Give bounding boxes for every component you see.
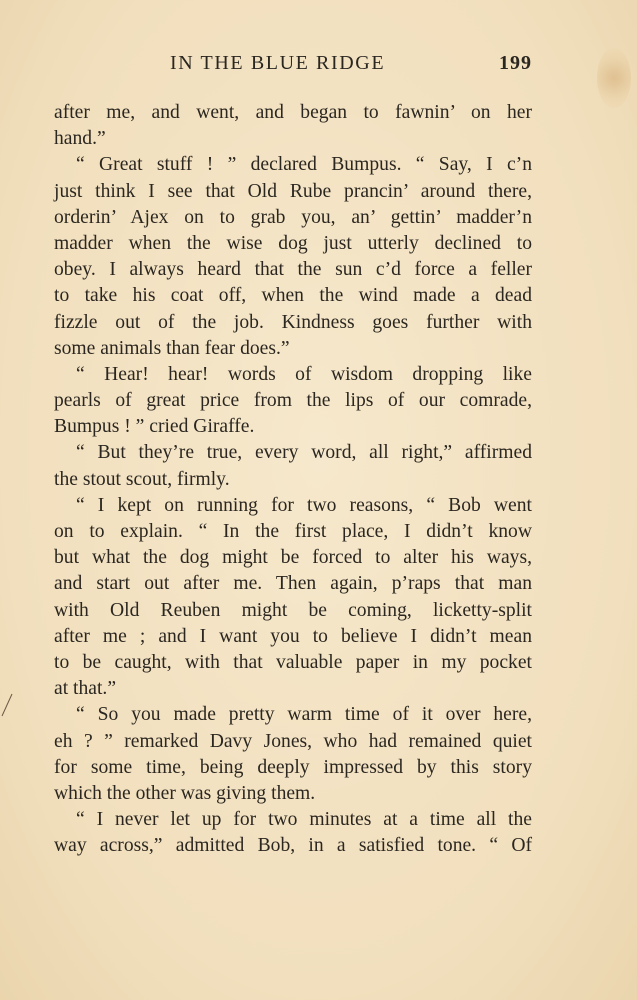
text-line: just think I see that Old Rube prancin’ around there, bbox=[54, 180, 532, 202]
text-line: “ I never let up for two minutes at a time all the bbox=[76, 809, 532, 831]
text-line: “ Hear! hear! words of wisdom dropping like bbox=[76, 363, 532, 385]
text-line: the stout scout, firmly. bbox=[54, 468, 230, 490]
text-line: at that.” bbox=[54, 678, 117, 700]
text-line: “ So you made pretty warm time of it over here, bbox=[76, 704, 532, 726]
running-head: IN THE BLUE RIDGE bbox=[170, 52, 386, 74]
text-line: on to explain. “ In the first place, I didn’t know bbox=[54, 521, 532, 542]
text-line: “ Great stuff ! ” declared Bumpus. “ Say, I c’n bbox=[76, 154, 532, 176]
text-line: for some time, being deeply impressed by this story bbox=[54, 756, 532, 778]
page-header bbox=[54, 52, 532, 82]
text-line: to be caught, with that valuable paper in my pocket bbox=[54, 651, 532, 673]
text-line: fizzle out of the job. Kindness goes further with bbox=[54, 311, 532, 333]
text-line: with Old Reuben might be coming, licketty-split bbox=[54, 599, 532, 621]
text-line: after me ; and I want you to believe I didn’t mean bbox=[54, 625, 532, 647]
text-line: “ I kept on running for two reasons, “ Bob went bbox=[76, 494, 532, 516]
text-line: after me, and went, and began to fawnin’ on her bbox=[54, 102, 532, 123]
text-line: orderin’ Ajex on to grab you, an’ gettin’ madder’n bbox=[54, 206, 532, 228]
text-line: way across,” admitted Bob, in a satisfied tone. “ Of bbox=[54, 835, 532, 857]
text-line: madder when the wise dog just utterly declined to bbox=[54, 232, 532, 254]
text-line: eh ? ” remarked Davy Jones, who had remained quiet bbox=[54, 730, 532, 752]
text-line: pearls of great price from the lips of our comrade, bbox=[54, 390, 532, 412]
page-number: 199 bbox=[499, 52, 532, 74]
text-line: obey. I always heard that the sun c’d force a feller bbox=[54, 259, 532, 281]
text-line: hand.” bbox=[54, 128, 106, 150]
text-line: to take his coat off, when the wind made a dead bbox=[54, 285, 532, 307]
text-line: which the other was giving them. bbox=[54, 782, 316, 804]
body-text bbox=[54, 100, 532, 859]
text-line: Bumpus ! ” cried Giraffe. bbox=[54, 416, 255, 438]
margin-pencil-mark bbox=[0, 690, 20, 720]
text-line: but what the dog might be forced to alter his ways, bbox=[54, 547, 532, 569]
text-line: “ But they’re true, every word, all right,” affirmed bbox=[76, 442, 532, 464]
paper-stain bbox=[597, 48, 631, 108]
text-line: and start out after me. Then again, p’raps that man bbox=[54, 573, 532, 595]
text-line: some animals than fear does.” bbox=[54, 337, 290, 359]
